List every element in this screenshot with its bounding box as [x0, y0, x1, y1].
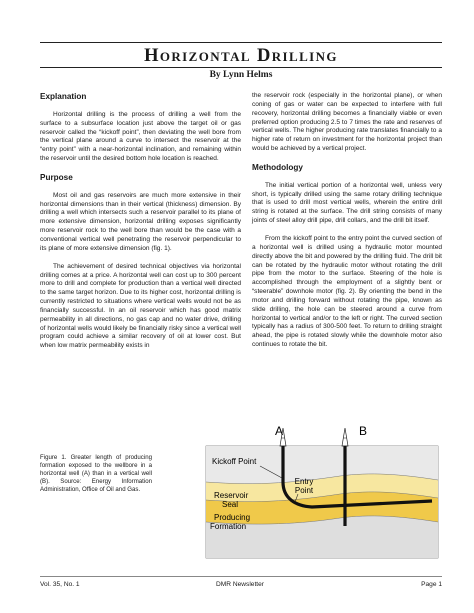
reservoir-seal-label-line1: Reservoir	[214, 491, 249, 500]
left-column	[40, 93, 241, 351]
methodology-paragraph-2: From the kickoff point to the entry point the curved section of a horizontal well is drilled using a hydraulic motor mounted directly above the bit and powered by the drilling fluid. The drill bit can be rotated by the hydraulic motor without rotating the drill pipe from the motor to the surface. Steering of the hole is accomplished through the employment of a slightly bent or “steerable” downhole motor (fig. 2). By orienting the bend in the motor and drilling forward without rotating the pipe, known as slide drilling, the hole can be steered around a curve from horizontal to vertical and/or to the left or right. The curved section typically has a radius of 300-500 feet. To return to drilling straight ahead, the pipe is rotated slowly while the downhole motor also continues to rotate the bit.	[252, 234, 442, 349]
well-a-label: A	[274, 423, 284, 438]
reservoir-seal-label-line2: Seal	[222, 500, 239, 509]
figure-caption	[40, 454, 152, 494]
entry-point-label-line1: Entry	[294, 477, 314, 486]
footer-page-number: Page 1	[421, 581, 442, 588]
entry-point-label-line2: Point	[294, 486, 314, 495]
footer-newsletter-name: DMR Newsletter	[216, 581, 264, 588]
explanation-paragraph: Horizontal drilling is the process of drilling a well from the surface to a subsurface location just above the target oil or gas reservoir called the “kickoff point”, then deviating the well bore from the vertical plane around a curve to intersect the reservoir at the “entry point” with a near-horizontal inclination, and remaining within the reservoir until the desired bottom hole location is reached.	[40, 110, 241, 163]
footer-rule	[40, 576, 442, 577]
producing-formation-label-line2: Formation	[210, 522, 247, 531]
purpose-paragraph-3: the reservoir rock (especially in the horizontal plane), or when coning of gas or water can be expected to interfere with full recovery, horizontal drilling becomes a financially viable or even preferred option producing 2.5 to 7 times the rate and reserves of vertical wells. The higher producing rate translates financially to a higher rate of return on investment for the horizontal project than would be achieved by a vertical project.	[252, 92, 442, 153]
methodology-paragraph-1: The initial vertical portion of a horizontal well, unless very short, is typically drilled using the same rotary drilling technique that is used to drill most vertical wells, wherein the entire drill string is rotated at the surface. The drill string consists of many joints of steel alloy drill pipe, drill collars, and the drill bit itself.	[252, 181, 442, 225]
well-b-label: B	[358, 423, 368, 438]
explanation-heading: Explanation	[40, 92, 87, 101]
figure-caption-text: Figure 1. Greater length of producing formation exposed to the wellbore in a horizontal well (A) than in a vertical well (B). Source: Energy Information Administration, Office of Oil and Gas.	[40, 454, 152, 494]
derrick-b-icon	[342, 428, 348, 446]
purpose-paragraph-1: Most oil and gas reservoirs are much more extensive in their horizontal dimensions than in their vertical (thickness) dimension. By drilling a well which intersects such a reservoir parallel to its plane of more extensive dimension, horizontal drilling exposes significantly more reservoir rock to the well bore than would be the case with a conventional vertical well penetrating the reservoir perpendicular to its plane of more extensive dimension (fig. 1).	[40, 191, 241, 252]
purpose-heading: Purpose	[40, 172, 73, 182]
horizontal-well-diagram	[200, 422, 444, 560]
producing-formation-label-line1: Producing	[214, 513, 251, 522]
article-title: Horizontal Drilling	[144, 46, 338, 66]
right-column	[252, 92, 442, 350]
article-byline: By Lynn Helms	[209, 70, 273, 80]
methodology-heading: Methodology	[252, 162, 303, 172]
footer-volume: Vol. 35, No. 1	[40, 581, 80, 588]
title-bottom-rule	[40, 67, 442, 68]
purpose-paragraph-2: The achievement of desired technical objectives via horizontal drilling comes at a price. A horizontal well can cost up to 300 percent more to drill and complete for production than a vertical well directed to the same target horizon. Due to its higher cost, horizontal drilling is currently restricted to situations where vertical wells would not be as financially successful. In an oil reservoir which has good matrix permeability in all directions, no gas cap and no water drive, drilling of horizontal wells would likely be financially risky since a vertical well program could achieve a similar recovery of oil at lower cost. But when low matrix permeability exists in	[40, 262, 241, 350]
title-top-rule	[40, 42, 442, 43]
kickoff-point-label: Kickoff Point	[212, 457, 257, 466]
